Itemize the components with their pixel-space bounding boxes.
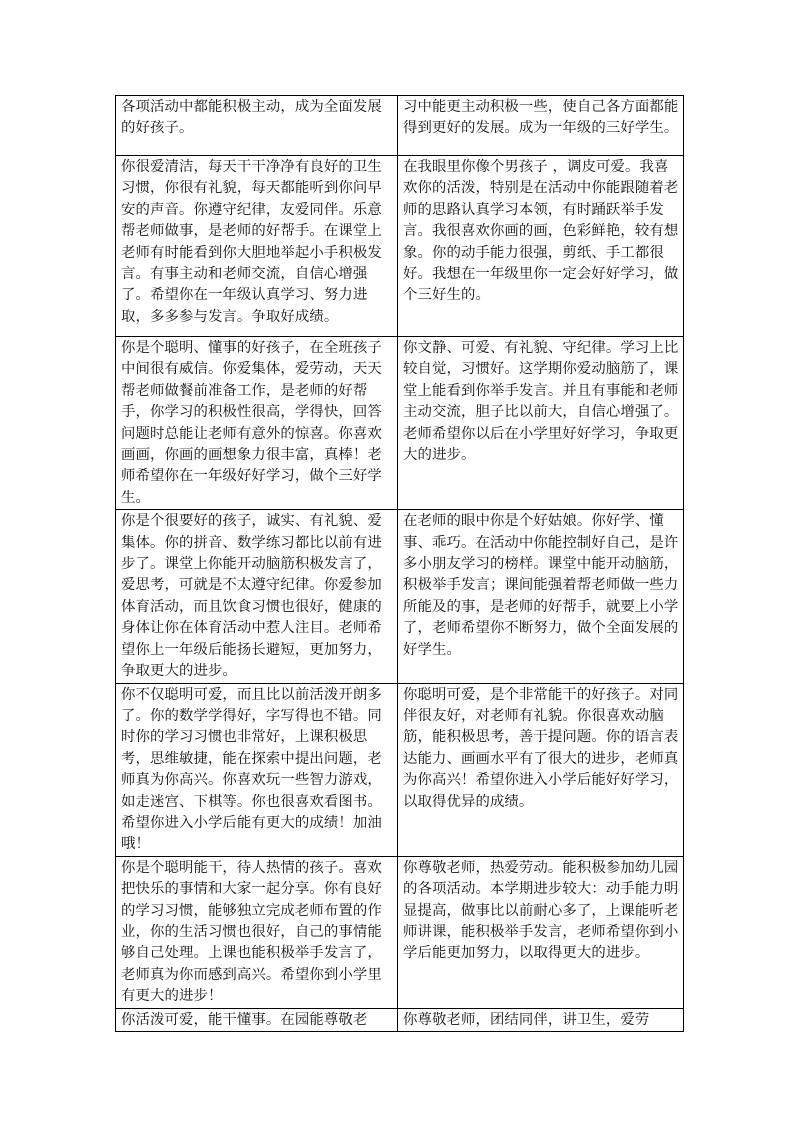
comment-cell-left (116, 156, 398, 337)
comment-text: 各项活动中都能积极主动，成为全面发展的好孩子。 (121, 99, 382, 137)
comment-text: 你很爱清洁，每天干干净净有良好的卫生习惯，你很有礼貌，每天都能听到你问早安的声音。你遵守纪律，友爱同伴。乐意帮老师做事，是老师的好帮手。在课堂上老师有时能看到你大胆地举起小手积极发言。有事主动和老师交流，自信心增强了。希望你在一年级认真学习、努力进取，多多参与发言。争取好成绩。 (121, 159, 382, 325)
comment-cell-right (398, 683, 684, 856)
comment-cell-left (116, 1008, 398, 1031)
comment-cell-left (116, 510, 398, 683)
comment-text: 你文静、可爱、有礼貌、守纪律。学习上比较自觉，习惯好。这学期你爱动脑筋了，课堂上能看到你举手发言。并且有事能和老师主动交流，胆子比以前大，自信心增强了。老师希望你以后在小学里好好学习，争取更大的进步。 (403, 340, 679, 464)
comment-text: 你活泼可爱，能干懂事。在园能尊敬老 (121, 1011, 368, 1028)
table-row (116, 96, 684, 156)
comment-cell-right (398, 156, 684, 337)
comment-text: 你尊敬老师，团结同伴，讲卫生，爱劳 (403, 1011, 650, 1028)
comment-text: 你聪明可爱，是个非常能干的好孩子。对同伴很友好，对老师有礼貌。你很喜欢动脑筋，能积极思考，善于提问题。你的语言表达能力、画画水平有了很大的进步，老师真为你高兴！希望你进入小学后能好好学习，以取得优异的成绩。 (403, 686, 679, 810)
comment-cell-right (398, 337, 684, 510)
comment-cell-left (116, 337, 398, 510)
table-row (116, 1008, 684, 1031)
comment-cell-right (398, 1008, 684, 1031)
teacher-comments-table (115, 95, 684, 1032)
comment-text: 你是个聪明、懂事的好孩子，在全班孩子中间很有威信。你爱集体，爱劳动，天天帮老师做餐前准备工作，是老师的好帮手，你学习的积极性很高，学得快，回答问题时总能让老师有意外的惊喜。你喜欢画画，你画的画想象力很丰富，真棒！老师希望你在一年级好好学习，做个三好学生。 (121, 340, 382, 506)
comment-cell-right (398, 856, 684, 1008)
comment-text: 你尊敬老师，热爱劳动。能积极参加幼儿园的各项活动。本学期进步较大：动手能力明显提高，做事比以前耐心多了，上课能听老师讲课，能积极举手发言，老师希望你到小学后能更加努力，以取得更大的进步。 (403, 859, 679, 962)
table-row (116, 683, 684, 856)
comment-text: 你不仅聪明可爱，而且比以前活泼开朗多了。你的数学学得好，字写得也不错。同时你的学习习惯也非常好，上课积极思考，思维敏捷，能在探索中提出问题，老师真为你高兴。你喜欢玩一些智力游戏，如走迷宫、下棋等。你也很喜欢看图书。希望你进入小学后能有更大的成绩！加油哦！ (121, 686, 382, 853)
table-row (116, 510, 684, 683)
comment-text: 在我眼里你像个男孩子 ，调皮可爱。我喜欢你的活泼，特别是在活动中你能跟随着老师的思路认真学习本领，有时踊跃举手发言。我很喜欢你画的画，色彩鲜艳，较有想象。你的动手能力很强，剪纸、手工都很好。我想在一年级里你一定会好好学习，做个三好生的。 (403, 159, 679, 304)
comment-cell-left (116, 96, 398, 156)
table-row (116, 156, 684, 337)
comment-text: 在老师的眼中你是个好姑娘。你好学、懂事、乖巧。在活动中你能控制好自己，是许多小朋友学习的榜样。课堂中能开动脑筋，积极举手发言；课间能强着帮老师做一些力所能及的事，是老师的好帮手，就要上小学了，老师希望你不断努力，做个全面发展的好学生。 (403, 513, 679, 658)
comment-text: 习中能更主动积极一些，使自己各方面都能得到更好的发展。成为一年级的三好学生。 (403, 99, 679, 137)
comment-cell-left (116, 683, 398, 856)
table-row (116, 337, 684, 510)
comment-cell-right (398, 96, 684, 156)
comment-text: 你是个很要好的孩子，诚实、有礼貌、爱集体。你的拼音、数学练习都比以前有进步了。课堂上你能开动脑筋积极发言了，爱思考，可就是不太遵守纪律。你爱参加体育活动，而且饮食习惯也很好，健康的身体让你在体育活动中惹人注目。老师希望你上一年级后能扬长避短，更加努力，争取更大的进步。 (121, 513, 382, 680)
table-row (116, 856, 684, 1008)
comment-cell-left (116, 856, 398, 1008)
comment-cell-right (398, 510, 684, 683)
comment-text: 你是个聪明能干，待人热情的孩子。喜欢把快乐的事情和大家一起分享。你有良好的学习习惯，能够独立完成老师布置的作业，你的生活习惯也很好，自己的事情能够自己处理。上课也能积极举手发言了，老师真为你而感到高兴。希望你到小学里有更大的进步！ (121, 859, 382, 1005)
